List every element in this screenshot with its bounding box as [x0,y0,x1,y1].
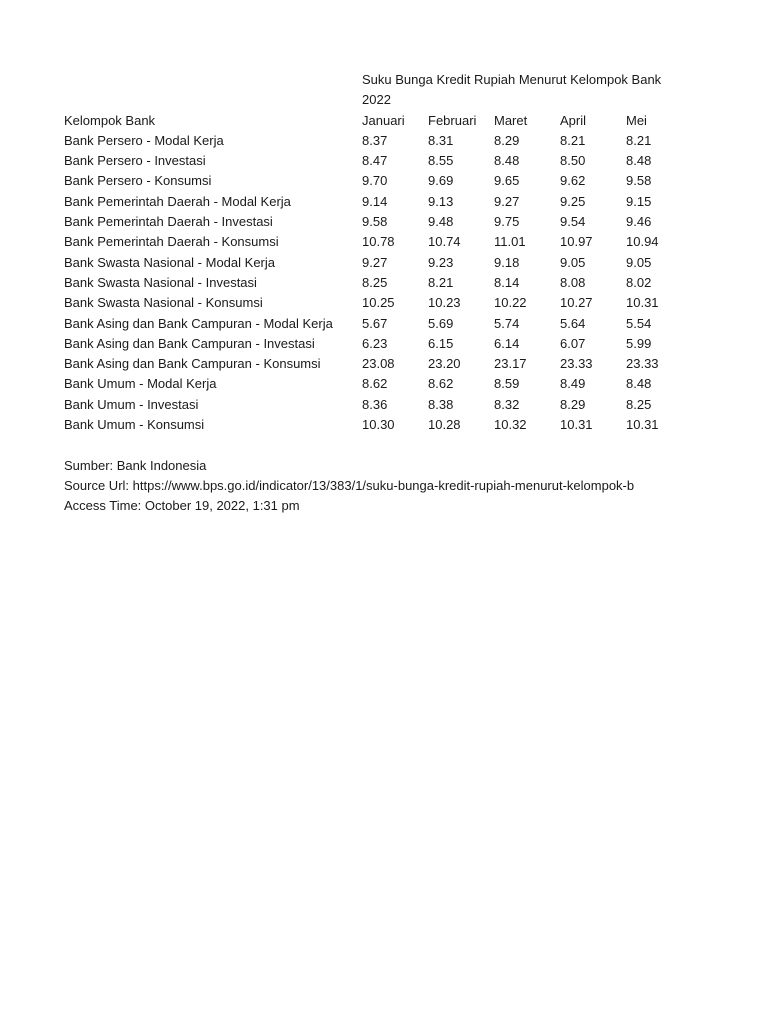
table-cell: 9.62 [560,173,586,189]
table-cell: 9.54 [560,214,586,230]
table-cell: 10.30 [362,417,395,433]
table-cell: 9.15 [626,193,652,209]
table-row [64,131,704,151]
table-cell: 10.78 [362,234,395,250]
month-header: April [560,112,587,128]
table-cell: 8.62 [362,376,388,392]
table-row [64,354,704,374]
table-cell: 8.31 [428,132,454,148]
table-cell: 8.25 [362,274,388,290]
table-cell: 9.69 [428,173,454,189]
table-row [64,151,704,171]
table-cell: 9.75 [494,214,520,230]
row-label: Bank Umum - Konsumsi [64,417,205,433]
table-cell: 9.48 [428,214,454,230]
source-note: Sumber: Bank Indonesia [64,457,207,473]
table-cell: 8.37 [362,132,388,148]
row-label: Bank Swasta Nasional - Investasi [64,274,257,290]
table-row [64,253,704,273]
table-cell: 9.13 [428,193,454,209]
row-label: Bank Asing dan Bank Campuran - Investasi [64,335,315,351]
table-cell: 8.21 [428,274,454,290]
table-cell: 8.29 [494,132,520,148]
table-header-row [64,111,704,131]
table-cell: 6.07 [560,335,586,351]
table-cell: 23.17 [494,356,527,372]
row-label: Bank Asing dan Bank Campuran - Modal Kerja [64,315,333,331]
table-cell: 5.67 [362,315,388,331]
row-label: Bank Persero - Modal Kerja [64,132,224,148]
access-time: Access Time: October 19, 2022, 1:31 pm [64,498,300,514]
row-header: Kelompok Bank [64,112,156,128]
table-cell: 6.23 [362,335,388,351]
table-cell: 23.08 [362,356,395,372]
table-cell: 9.14 [362,193,388,209]
table-cell: 8.38 [428,396,454,412]
table-cell: 9.27 [362,254,388,270]
table-cell: 9.23 [428,254,454,270]
table-cell: 10.22 [494,295,527,311]
table-cell: 23.33 [560,356,593,372]
table-year: 2022 [362,92,391,108]
table-cell: 8.02 [626,274,652,290]
table-cell: 5.64 [560,315,586,331]
table-cell: 9.46 [626,214,652,230]
table-cell: 8.29 [560,396,586,412]
table-body [64,131,704,435]
table-row [64,334,704,354]
table-cell: 9.58 [626,173,652,189]
table-cell: 9.25 [560,193,586,209]
table-cell: 8.08 [560,274,586,290]
row-label: Bank Pemerintah Daerah - Investasi [64,214,273,230]
table-cell: 8.21 [626,132,652,148]
row-label: Bank Pemerintah Daerah - Modal Kerja [64,193,291,209]
table-cell: 5.74 [494,315,520,331]
table-cell: 8.25 [626,396,652,412]
row-label: Bank Umum - Investasi [64,396,199,412]
table-cell: 10.31 [626,295,659,311]
table-cell: 8.36 [362,396,388,412]
table-row [64,171,704,191]
table-cell: 10.23 [428,295,461,311]
table-row [64,314,704,334]
table-cell: 8.47 [362,153,388,169]
spacer [64,435,704,455]
table-row [64,293,704,313]
table-title-row [64,70,704,90]
row-label: Bank Persero - Konsumsi [64,173,212,189]
table-cell: 10.31 [560,417,593,433]
row-label: Bank Persero - Investasi [64,153,206,169]
table-cell: 8.32 [494,396,520,412]
table-year-row [64,90,704,110]
table-cell: 9.05 [626,254,652,270]
table-cell: 8.48 [494,153,520,169]
table-cell: 23.33 [626,356,659,372]
table-cell: 9.70 [362,173,388,189]
table-cell: 5.99 [626,335,652,351]
table-cell: 9.27 [494,193,520,209]
month-header: Februari [428,112,477,128]
row-label: Bank Swasta Nasional - Konsumsi [64,295,263,311]
table-cell: 10.32 [494,417,527,433]
table-row [64,395,704,415]
source-url: Source Url: https://www.bps.go.id/indicator/13/383/1/suku-bunga-kredit-rupiah-menurut-kelompok-b [64,477,635,493]
table-cell: 8.14 [494,274,520,290]
table-cell: 9.58 [362,214,388,230]
table-row [64,212,704,232]
month-header: Mei [626,112,647,128]
table-cell: 6.15 [428,335,454,351]
table-cell: 8.48 [626,153,652,169]
table-cell: 5.54 [626,315,652,331]
row-label: Bank Pemerintah Daerah - Konsumsi [64,234,279,250]
table-cell: 8.62 [428,376,454,392]
table-cell: 10.74 [428,234,461,250]
table-cell: 8.48 [626,376,652,392]
table-row [64,232,704,252]
row-label: Bank Asing dan Bank Campuran - Konsumsi [64,356,321,372]
table-cell: 8.55 [428,153,454,169]
table-cell: 10.94 [626,234,659,250]
table-cell: 8.50 [560,153,586,169]
table-cell: 10.27 [560,295,593,311]
table-cell: 23.20 [428,356,461,372]
table-cell: 9.18 [494,254,520,270]
table-row [64,192,704,212]
table-cell: 10.25 [362,295,395,311]
table-row [64,374,704,394]
month-header: Januari [362,112,405,128]
table-cell: 9.65 [494,173,520,189]
table-cell: 10.31 [626,417,659,433]
table-cell: 8.59 [494,376,520,392]
table-row [64,273,704,293]
row-label: Bank Swasta Nasional - Modal Kerja [64,254,275,270]
table-row [64,415,704,435]
table-cell: 10.97 [560,234,593,250]
table-cell: 8.21 [560,132,586,148]
table-cell: 9.05 [560,254,586,270]
table-cell: 8.49 [560,376,586,392]
table-cell: 5.69 [428,315,454,331]
table-cell: 6.14 [494,335,520,351]
document-page [64,70,704,517]
table-cell: 11.01 [494,234,526,250]
month-header: Maret [494,112,528,128]
row-label: Bank Umum - Modal Kerja [64,376,217,392]
table-cell: 10.28 [428,417,461,433]
table-title: Suku Bunga Kredit Rupiah Menurut Kelompok Bank [362,72,662,87]
